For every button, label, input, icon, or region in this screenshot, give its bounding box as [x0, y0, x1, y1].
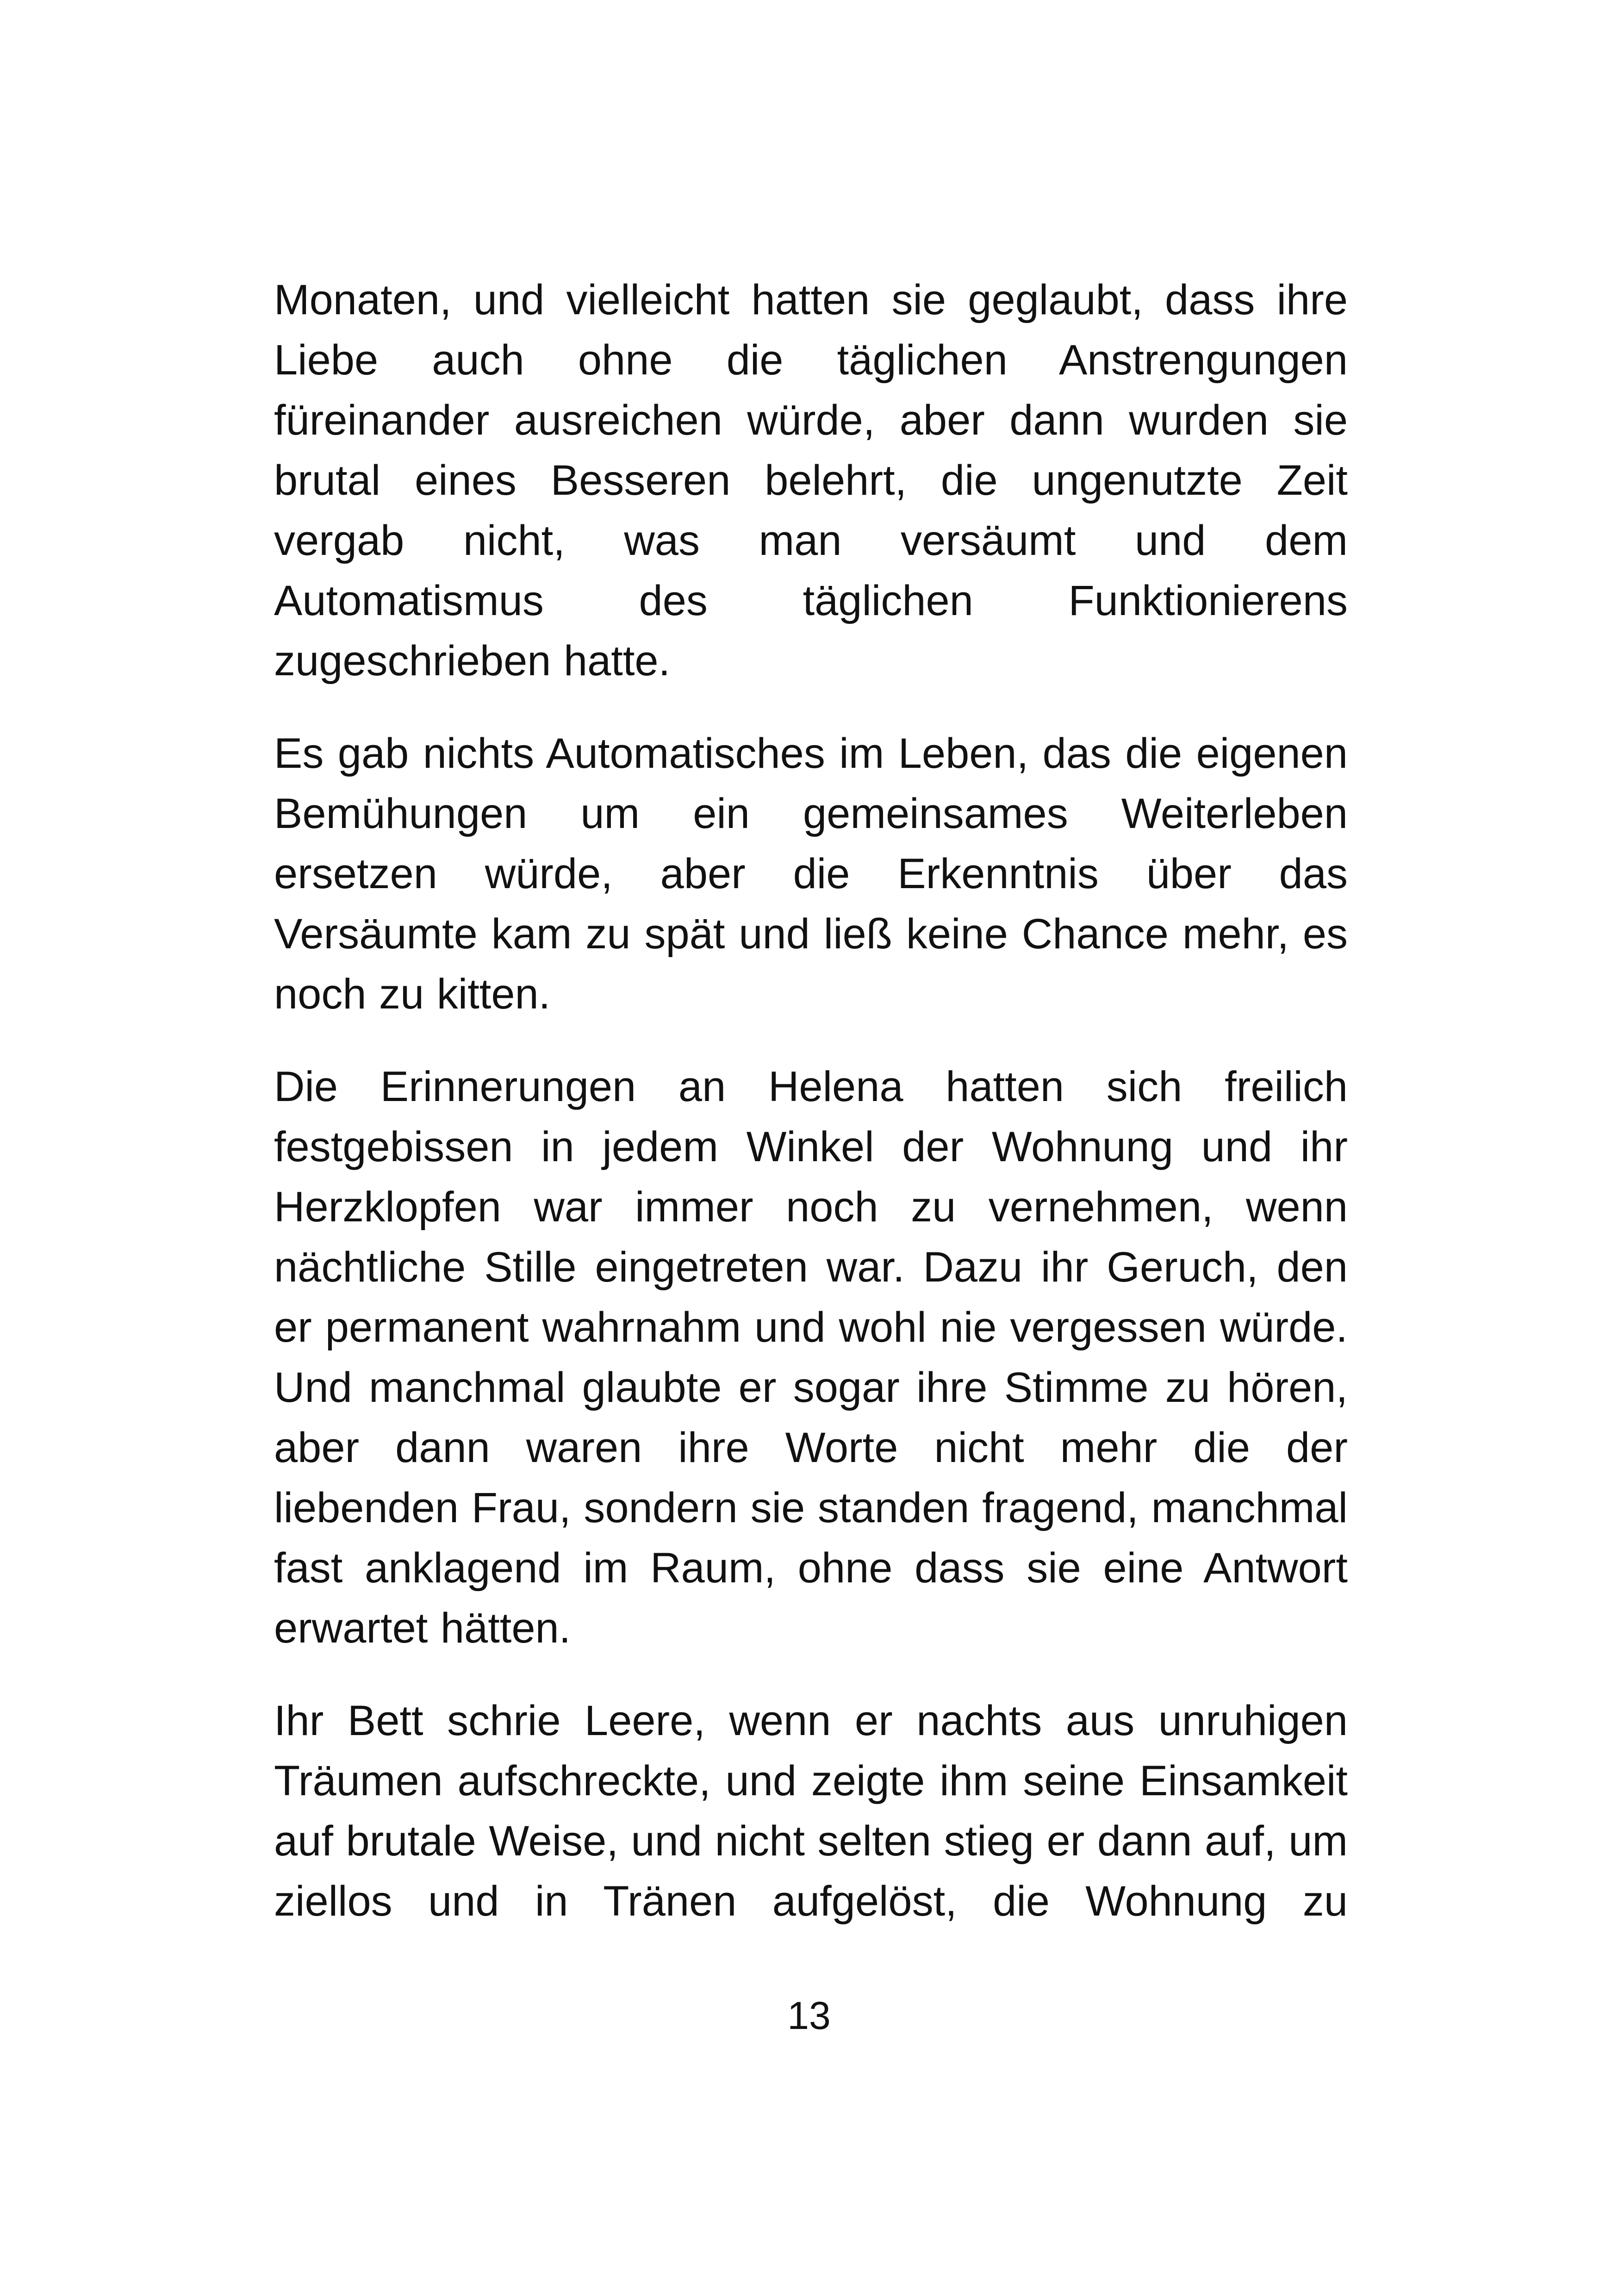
- paragraph-3: Die Erinnerungen an Helena hatten sich freilich festgebissen in jedem Winkel der Wohnung und ihr Herzklopfen war immer noch zu vernehmen, wenn nächtliche Stille eingetreten war. Dazu ihr Geruch, den er permanent wahrnahm und wohl nie vergessen würde. Und manchmal glaubte er sogar ihre Stimme zu hören, aber dann waren ihre Worte nicht mehr die der liebenden Frau, sondern sie standen fragend, manchmal fast anklagend im Raum, ohne dass sie eine Antwort erwartet hätten.: [274, 1063, 1348, 1652]
- paragraph-1: Monaten, und vielleicht hatten sie geglaubt, dass ihre Liebe auch ohne die täglichen Anstrengungen füreinander ausreichen würde, aber dann wurden sie brutal eines Besseren belehrt, die ungenutzte Zeit vergab nicht, was man versäumt und dem Automatismus des täglichen Funktionierens zugeschrieben hatte.: [274, 276, 1348, 684]
- page-number: 13: [787, 1994, 831, 2037]
- paragraph-4: Ihr Bett schrie Leere, wenn er nachts aus unruhigen Träumen aufschreckte, und zeigte ihm seine Einsamkeit auf brutale Weise, und nicht selten stieg er dann auf, um ziellos und in Tränen aufgelöst, die Wohnung zu: [274, 1697, 1348, 1925]
- body-text: [274, 270, 1348, 1931]
- paragraph-2: Es gab nichts Automatisches im Leben, das die eigenen Bemühungen um ein gemeinsames Weiterleben ersetzen würde, aber die Erkenntnis über das Versäumte kam zu spät und ließ keine Chance mehr, es noch zu kitten.: [274, 730, 1348, 1018]
